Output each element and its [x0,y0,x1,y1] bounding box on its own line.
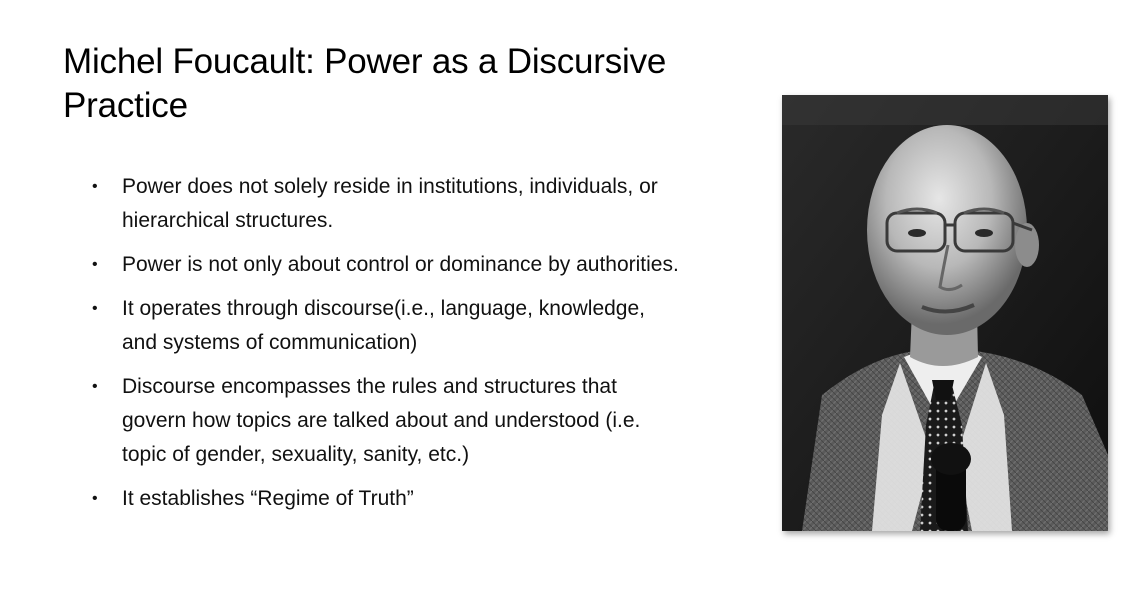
bullet-text: Power is not only about control or dominance by authorities. [122,253,679,276]
bullet-item [92,292,682,360]
bullet-item [92,248,682,282]
bullet-glyph: • [92,300,98,317]
bullet-list [92,170,682,526]
portrait-illustration [782,95,1108,531]
bullet-glyph: • [92,178,98,195]
bullet-glyph: • [92,378,98,395]
bullet-glyph: • [92,256,98,273]
bullet-text: It operates through discourse(i.e., language, knowledge, and systems of communication) [122,297,646,354]
bullet-glyph: • [92,490,98,507]
bullet-text: It establishes “Regime of Truth” [122,487,414,510]
bullet-item [92,370,682,472]
bullet-text: Discourse encompasses the rules and structures that govern how topics are talked about and understood (i.e. topic of gender, sexuality, sanity, etc.) [122,375,641,466]
portrait-photo [782,95,1108,531]
bullet-item [92,170,682,238]
bullet-text: Power does not solely reside in institutions, individuals, or hierarchical structures. [122,175,658,232]
bullet-item [92,482,682,516]
slide-title: Michel Foucault: Power as a Discursive Practice [63,42,667,125]
